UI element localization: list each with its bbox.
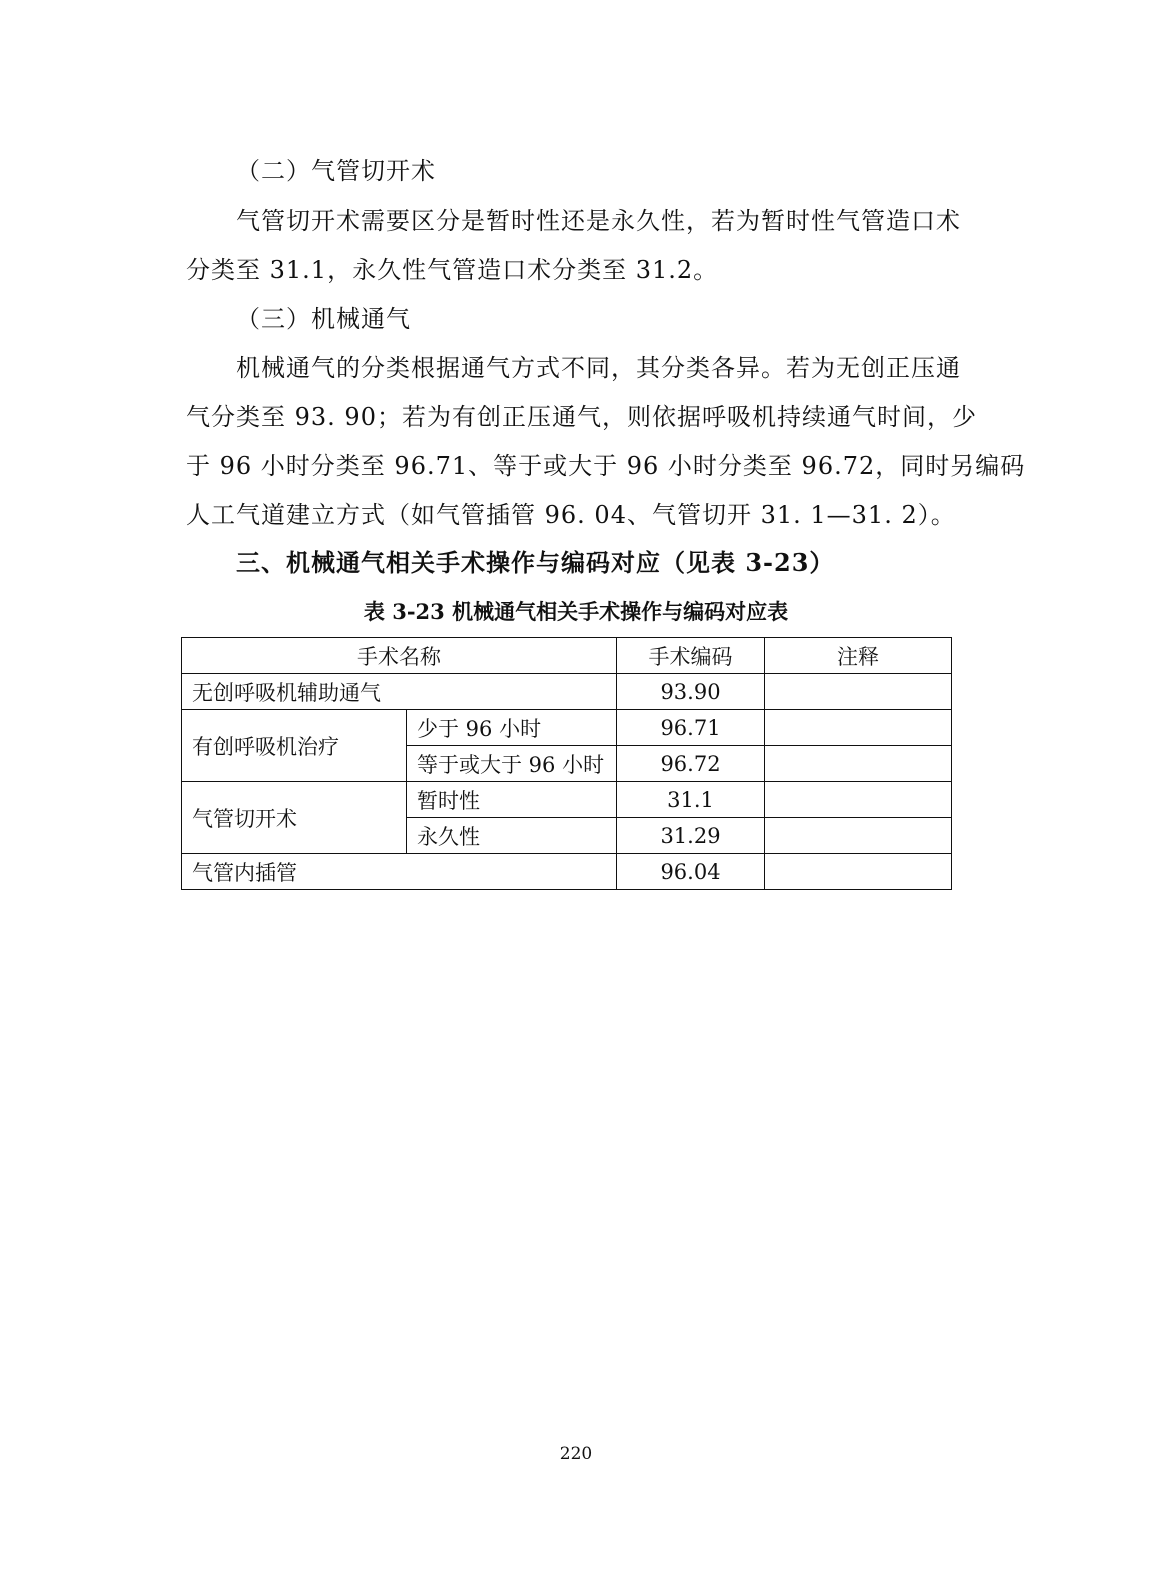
- table-row: [182, 710, 952, 746]
- paragraph-tracheotomy-line-2: 分类至 31.1，永久性气管造口术分类至 31.2。: [186, 256, 719, 284]
- cell-procedure-code: 31.29: [617, 818, 765, 854]
- cell-procedure-code: 31.1: [617, 782, 765, 818]
- table-row: [182, 782, 952, 818]
- cell-note: [765, 710, 952, 746]
- header-procedure-code: 手术编码: [617, 638, 765, 674]
- cell-procedure-name: 无创呼吸机辅助通气: [182, 674, 617, 710]
- header-note: 注释: [765, 638, 952, 674]
- cell-procedure-subname: 少于 96 小时: [407, 710, 617, 746]
- paragraph-ventilation-line-1: 机械通气的分类根据通气方式不同，其分类各异。若为无创正压通: [236, 354, 961, 382]
- header-procedure-name: 手术名称: [182, 638, 617, 674]
- cell-note: [765, 818, 952, 854]
- paragraph-ventilation-line-3: 于 96 小时分类至 96.71、等于或大于 96 小时分类至 96.72，同时另编码: [186, 452, 1026, 480]
- cell-procedure-subname: 永久性: [407, 818, 617, 854]
- paragraph-ventilation-line-4: 人工气道建立方式（如气管插管 96. 04、气管切开 31. 1—31. 2）。: [186, 501, 956, 529]
- cell-procedure-group-name: 有创呼吸机治疗: [182, 710, 407, 782]
- cell-procedure-group-name: 气管切开术: [182, 782, 407, 854]
- cell-procedure-code: 96.72: [617, 746, 765, 782]
- cell-procedure-code: 96.04: [617, 854, 765, 890]
- table-row: [182, 854, 952, 890]
- section-three-heading: 三、机械通气相关手术操作与编码对应（见表 3-23）: [236, 548, 835, 577]
- table-header-row: [182, 638, 952, 674]
- cell-procedure-code: 93.90: [617, 674, 765, 710]
- cell-procedure-subname: 等于或大于 96 小时: [407, 746, 617, 782]
- subheading-tracheotomy: （二）气管切开术: [236, 157, 436, 185]
- cell-procedure-subname: 暂时性: [407, 782, 617, 818]
- table-row: [182, 674, 952, 710]
- cell-procedure-name: 气管内插管: [182, 854, 617, 890]
- cell-note: [765, 782, 952, 818]
- paragraph-ventilation-line-2: 气分类至 93. 90；若为有创正压通气，则依据呼吸机持续通气时间，少: [186, 403, 977, 431]
- paragraph-tracheotomy-line-1: 气管切开术需要区分是暂时性还是永久性，若为暂时性气管造口术: [236, 207, 961, 235]
- page-number: 220: [559, 1444, 593, 1464]
- cell-note: [765, 674, 952, 710]
- cell-note: [765, 746, 952, 782]
- subheading-mechanical-ventilation: （三）机械通气: [236, 305, 411, 333]
- table-caption: 表 3-23 机械通气相关手术操作与编码对应表: [363, 599, 789, 624]
- procedure-code-table: [181, 637, 952, 890]
- cell-note: [765, 854, 952, 890]
- cell-procedure-code: 96.71: [617, 710, 765, 746]
